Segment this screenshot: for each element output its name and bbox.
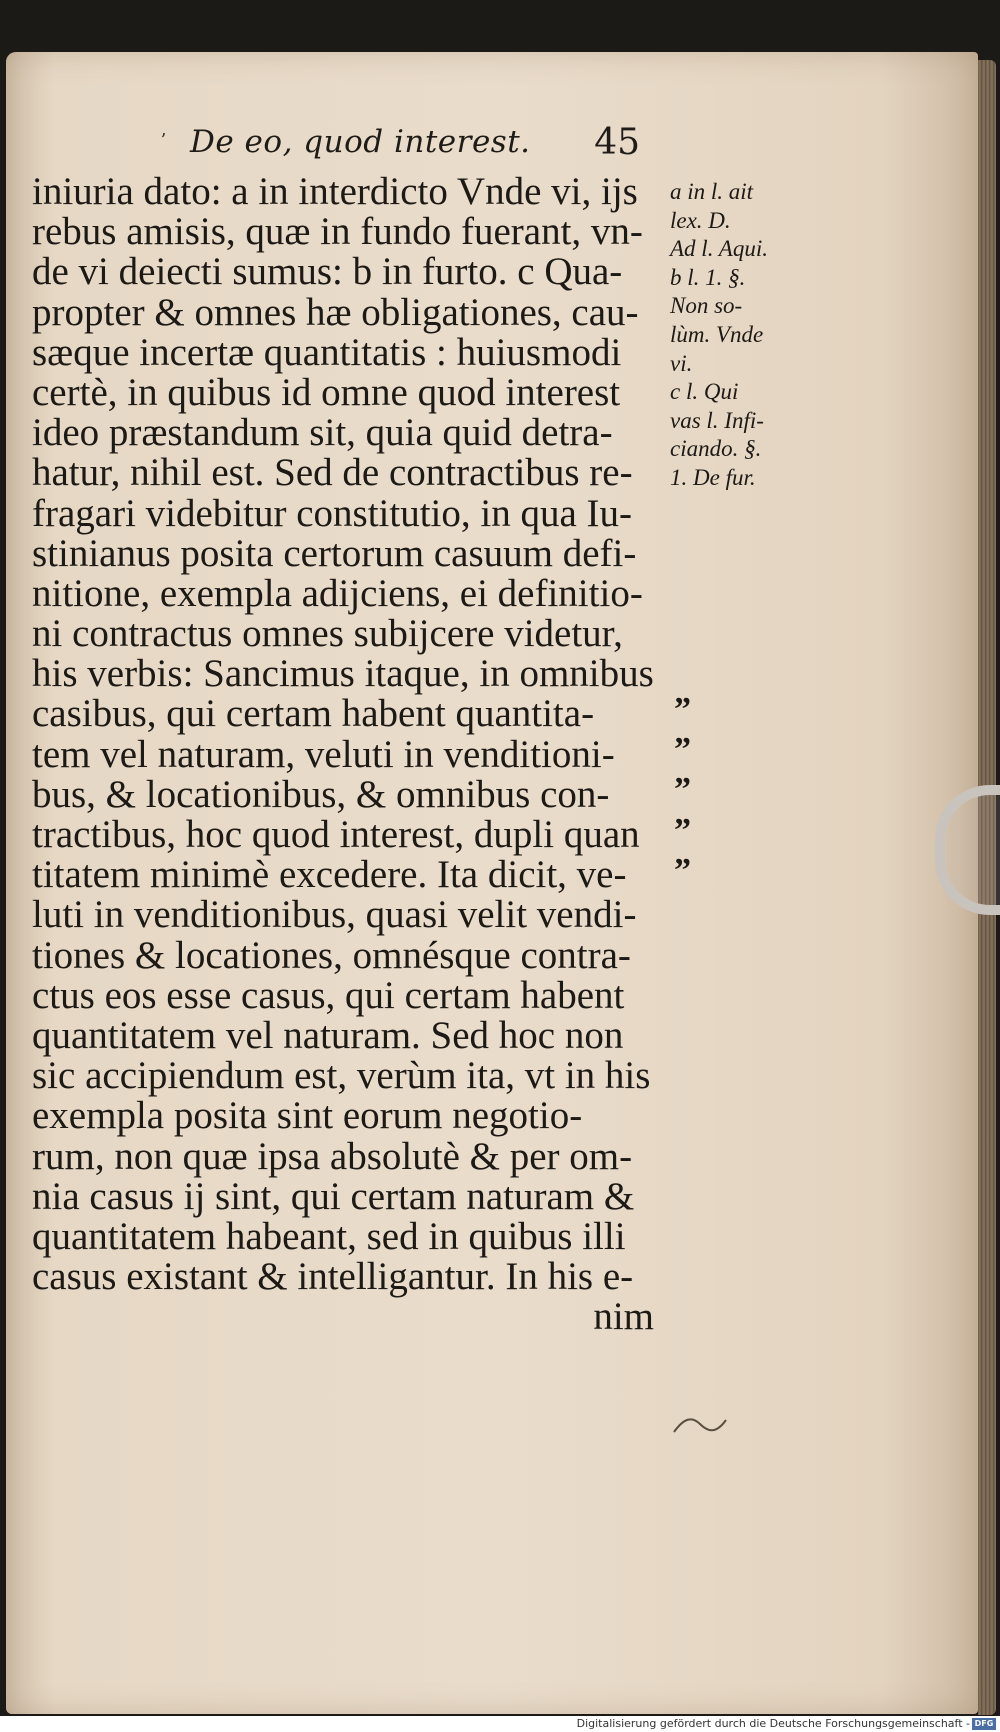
text-line: luti in venditionibus, quasi velit vendi-	[32, 893, 637, 937]
text-line: nia casus ij sint, qui certam naturam &	[32, 1174, 635, 1218]
text-line: tractibus, hoc quod interest, dupli quan	[32, 813, 640, 856]
text-line: quantitatem vel naturam. Sed hoc non	[32, 1013, 624, 1057]
margin-note-line: a in l. ait	[670, 179, 754, 204]
text-line: rebus amisis, quæ in fundo fuerant, vn-	[32, 210, 643, 254]
funding-credit: Digitalisierung gefördert durch die Deutsche Forschungsgemeinschaft -	[576, 1717, 970, 1730]
text-line: ni contractus omnes subijcere videtur,	[32, 612, 623, 656]
margin-note-line: lùm. Vnde	[670, 321, 764, 347]
margin-note-line: 1. De fur.	[670, 464, 756, 490]
margin-note-line: c l. Qui	[670, 379, 739, 405]
margin-note-line: vas l. Infi-	[670, 407, 764, 433]
text-line: his verbis: Sancimus itaque, in omnibus	[32, 652, 654, 696]
quote-mark: ”	[674, 731, 691, 769]
margin-note-line: Ad l. Aqui.	[670, 236, 768, 262]
margin-notes	[670, 178, 820, 493]
quote-mark: ”	[674, 851, 691, 889]
quote-mark: ”	[674, 811, 691, 849]
text-line: hatur, nihil est. Sed de contractibus re-	[32, 451, 633, 495]
text-line: de vi deiecti sumus: b in furto. c Qua-	[32, 250, 623, 294]
quote-mark: ”	[674, 691, 691, 728]
running-head-title: De eo, quod interest.	[190, 124, 531, 160]
text-line: bus, & locationibus, & omnibus con-	[32, 772, 610, 816]
text-line: exempla posita sint eorum negotio-	[32, 1094, 583, 1138]
body-text	[32, 172, 672, 1337]
quote-mark: ”	[674, 771, 691, 809]
text-line: sæque incertæ quantitatis : huiusmodi	[32, 330, 622, 374]
catchword: nim	[593, 1295, 654, 1339]
text-line: sic accipiendum est, verùm ita, vt in his	[32, 1054, 651, 1098]
text-line: ctus eos esse casus, qui certam habent	[32, 973, 625, 1017]
text-line: tiones & locationes, omnésque contra-	[32, 933, 631, 977]
text-line: rum, non quæ ipsa absolutè & per om-	[32, 1134, 633, 1178]
margin-note-line: ciando. §.	[670, 436, 762, 462]
text-line: certè, in quibus id omne quod interest	[32, 370, 621, 414]
margin-note-line: vi.	[670, 350, 693, 376]
text-line: propter & omnes hæ obligationes, cau-	[32, 290, 639, 334]
quotation-marks	[674, 690, 714, 891]
dfg-logo: DFG	[972, 1718, 996, 1730]
running-head-mark: ʼ	[160, 130, 166, 151]
text-line: casibus, qui certam habent quantita-	[32, 692, 595, 736]
text-line: quantitatem habeant, sed in quibus illi	[32, 1214, 626, 1258]
text-line: ideo præstandum sit, quia quid detra-	[32, 411, 613, 455]
text-line: casus existant & intelligantur. In his e-	[32, 1255, 634, 1299]
text-line: stinianus posita certorum casuum defi-	[32, 531, 637, 575]
footer-bar	[0, 1716, 1000, 1732]
text-line: tem vel naturam, veluti in venditioni-	[32, 732, 615, 776]
text-line: nitione, exempla adijciens, ei definitio-	[32, 571, 643, 615]
text-line: fragari videbitur constitutio, in qua Iu-	[32, 491, 633, 535]
margin-note-line: Non so-	[670, 293, 743, 319]
margin-note-line: lex. D.	[670, 207, 731, 233]
pen-mark	[670, 1410, 730, 1440]
text-line: titatem minimè excedere. Ita dicit, ve-	[32, 853, 627, 897]
page-number: 45	[594, 122, 640, 163]
margin-note-line: b l. 1. §.	[670, 264, 746, 290]
text-line: iniuria dato: a in interdicto Vnde vi, ijs	[32, 170, 638, 213]
running-head	[160, 120, 640, 163]
